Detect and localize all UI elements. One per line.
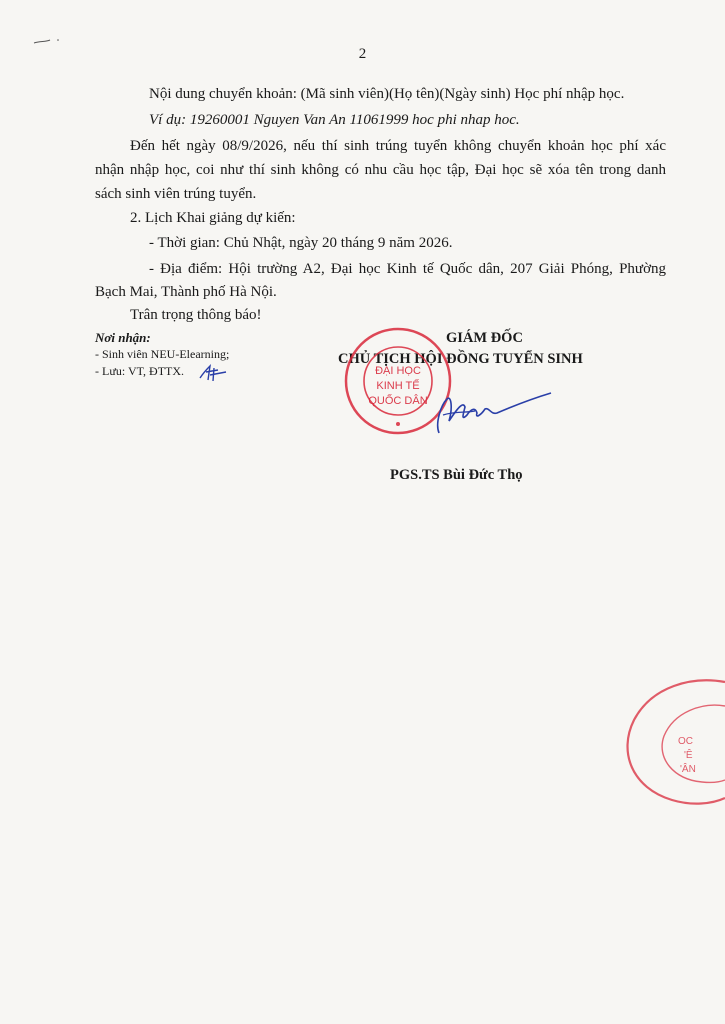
signer-name: PGS.TS Bùi Đức Thọ — [390, 467, 523, 483]
page-number: 2 — [358, 46, 367, 62]
scan-mark — [32, 36, 62, 46]
deadline-line-2: nhận nhập học, coi như thí sinh không có nhu cầu học tập, Đại học sẽ xóa tên trong danh — [95, 162, 666, 178]
seal-text: ĐẠI HỌC — [375, 365, 421, 377]
svg-text:OC: OC — [678, 736, 693, 747]
transfer-content-line: Nội dung chuyển khoản: (Mã sinh viên)(Họ tên)(Ngày sinh) Học phí nhập học. — [149, 86, 625, 102]
recipients-heading: Nơi nhận: — [95, 330, 151, 345]
partial-seal — [612, 676, 725, 806]
svg-text:'ÂN: 'ÂN — [680, 764, 696, 775]
time-line: - Thời gian: Chủ Nhật, ngày 20 tháng 9 năm 2026. — [149, 235, 453, 251]
venue-line-1: - Địa điểm: Hội trường A2, Đại học Kinh tế Quốc dân, 207 Giải Phóng, Phường — [149, 261, 666, 277]
example-line: Ví dụ: 19260001 Nguyen Van An 11061999 hoc phi nhap hoc. — [149, 112, 520, 128]
signer-title: GIÁM ĐỐC — [446, 330, 523, 346]
venue-line-2: Bạch Mai, Thành phố Hà Nội. — [95, 284, 277, 300]
recipient-item: - Lưu: VT, ĐTTX. — [95, 364, 185, 378]
council-title: CHỦ TỊCH HỘI ĐỒNG TUYỂN SINH — [338, 351, 583, 367]
recipient-item: - Sinh viên NEU-Elearning; — [95, 347, 230, 361]
deadline-line-3: sách sinh viên trúng tuyển. — [95, 186, 257, 202]
seal-text: KINH TẾ — [376, 380, 420, 392]
seal-text: QUỐC DÂN — [368, 395, 428, 407]
closing-line: Trân trọng thông báo! — [130, 307, 262, 323]
deadline-line-1: Đến hết ngày 08/9/2026, nếu thí sinh trúng tuyển không chuyển khoản học phí xác — [130, 138, 666, 154]
section-heading: 2. Lịch Khai giảng dự kiến: — [130, 210, 296, 226]
initials-mark — [196, 362, 232, 384]
svg-text:'Ê: 'Ê — [684, 750, 693, 761]
signature-scribble — [405, 385, 555, 440]
